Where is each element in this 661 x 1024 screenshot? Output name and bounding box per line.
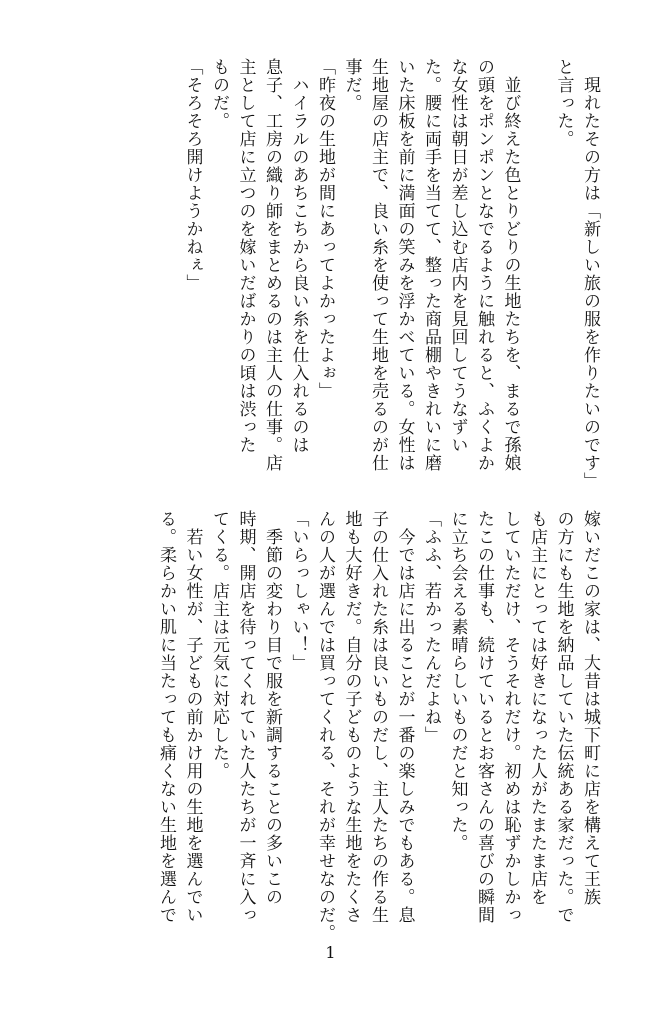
text-line: の頭をポンポンとなでるように触れると、ふくよか	[474, 58, 494, 472]
text-line: 今では店に出ることが一番の楽しみでもある。息	[394, 510, 415, 924]
text-line: た。腰に両手を当てて、整った商品棚やきれいに磨	[421, 58, 441, 472]
text-line: 現れたその方は「新しい旅の服を作りたいのです」	[580, 58, 600, 490]
text-line: 息子、工房の織り師をまとめるのは主人の仕事。店	[262, 58, 282, 472]
text-line: 若い女性が、子どもの前かけ用の生地を選んでい	[182, 510, 203, 924]
text-line: な女性は朝日が差し込む店内を見回してうなずい	[447, 58, 468, 454]
text-line: る。柔らかい肌に当たっても痛くない生地を選んで	[156, 510, 176, 924]
text-line: んの人が選んでは買ってくれる、それが幸せなのだ。	[315, 510, 335, 942]
paragraph-gap	[524, 58, 551, 458]
text-line: 「昨夜の生地が間にあってよかったよぉ」	[315, 58, 335, 400]
text-block-top	[58, 58, 603, 490]
text-line: 「ふふ、若かったんだよね」	[421, 510, 441, 744]
text-line: も店主にとっては好きになった人がたまたま店を	[527, 510, 547, 906]
text-line: 時期、開店を待ってくれていた人たちが一斉に入っ	[235, 510, 256, 924]
text-line: 事だ。	[341, 58, 362, 112]
text-line: 季節の変わり目で服を新調することの多いこの	[262, 510, 282, 906]
text-line: ハイラルのあちこちから良い糸を仕入れるのは	[288, 58, 309, 454]
text-line: に立ち会える素晴らしいものだと知った。	[447, 510, 468, 852]
text-line: の方にも生地を納品していた伝統ある家だった。で	[553, 510, 574, 924]
text-line: 主として店に立つのを嫁いだばかりの頃は渋った	[235, 58, 256, 454]
text-line: していただけ、そうそれだけ。初めは恥ずかしかっ	[500, 510, 521, 924]
text-line: てくる。店主は元気に対応した。	[209, 510, 229, 780]
text-line: ものだ。	[209, 58, 229, 130]
text-line: たこの仕事も、続けているとお客さんの喜びの瞬間	[474, 510, 494, 924]
text-line: 「いらっしゃい！」	[288, 510, 309, 672]
text-line: 嫁いだこの家は、大昔は城下町に店を構えて王族	[580, 510, 600, 906]
text-line: 地も大好きだ。自分の子どものような生地をたくさ	[341, 510, 362, 924]
page-number: 1	[325, 943, 336, 962]
text-block-bottom	[58, 510, 603, 942]
text-line: と言った。	[553, 58, 574, 148]
text-line: 並び終えた色とりどりの生地たちを、まるで孫娘	[500, 58, 521, 472]
text-line: いた床板を前に満面の笑みを浮かべている。女性は	[394, 58, 415, 472]
text-line: 「そろそろ開けようかねぇ」	[182, 58, 203, 292]
text-line: 生地屋の店主で、良い糸を使って生地を売るのが仕	[368, 58, 388, 472]
text-line: 子の仕入れた糸は良いものだし、主人たちの作る生	[368, 510, 388, 924]
